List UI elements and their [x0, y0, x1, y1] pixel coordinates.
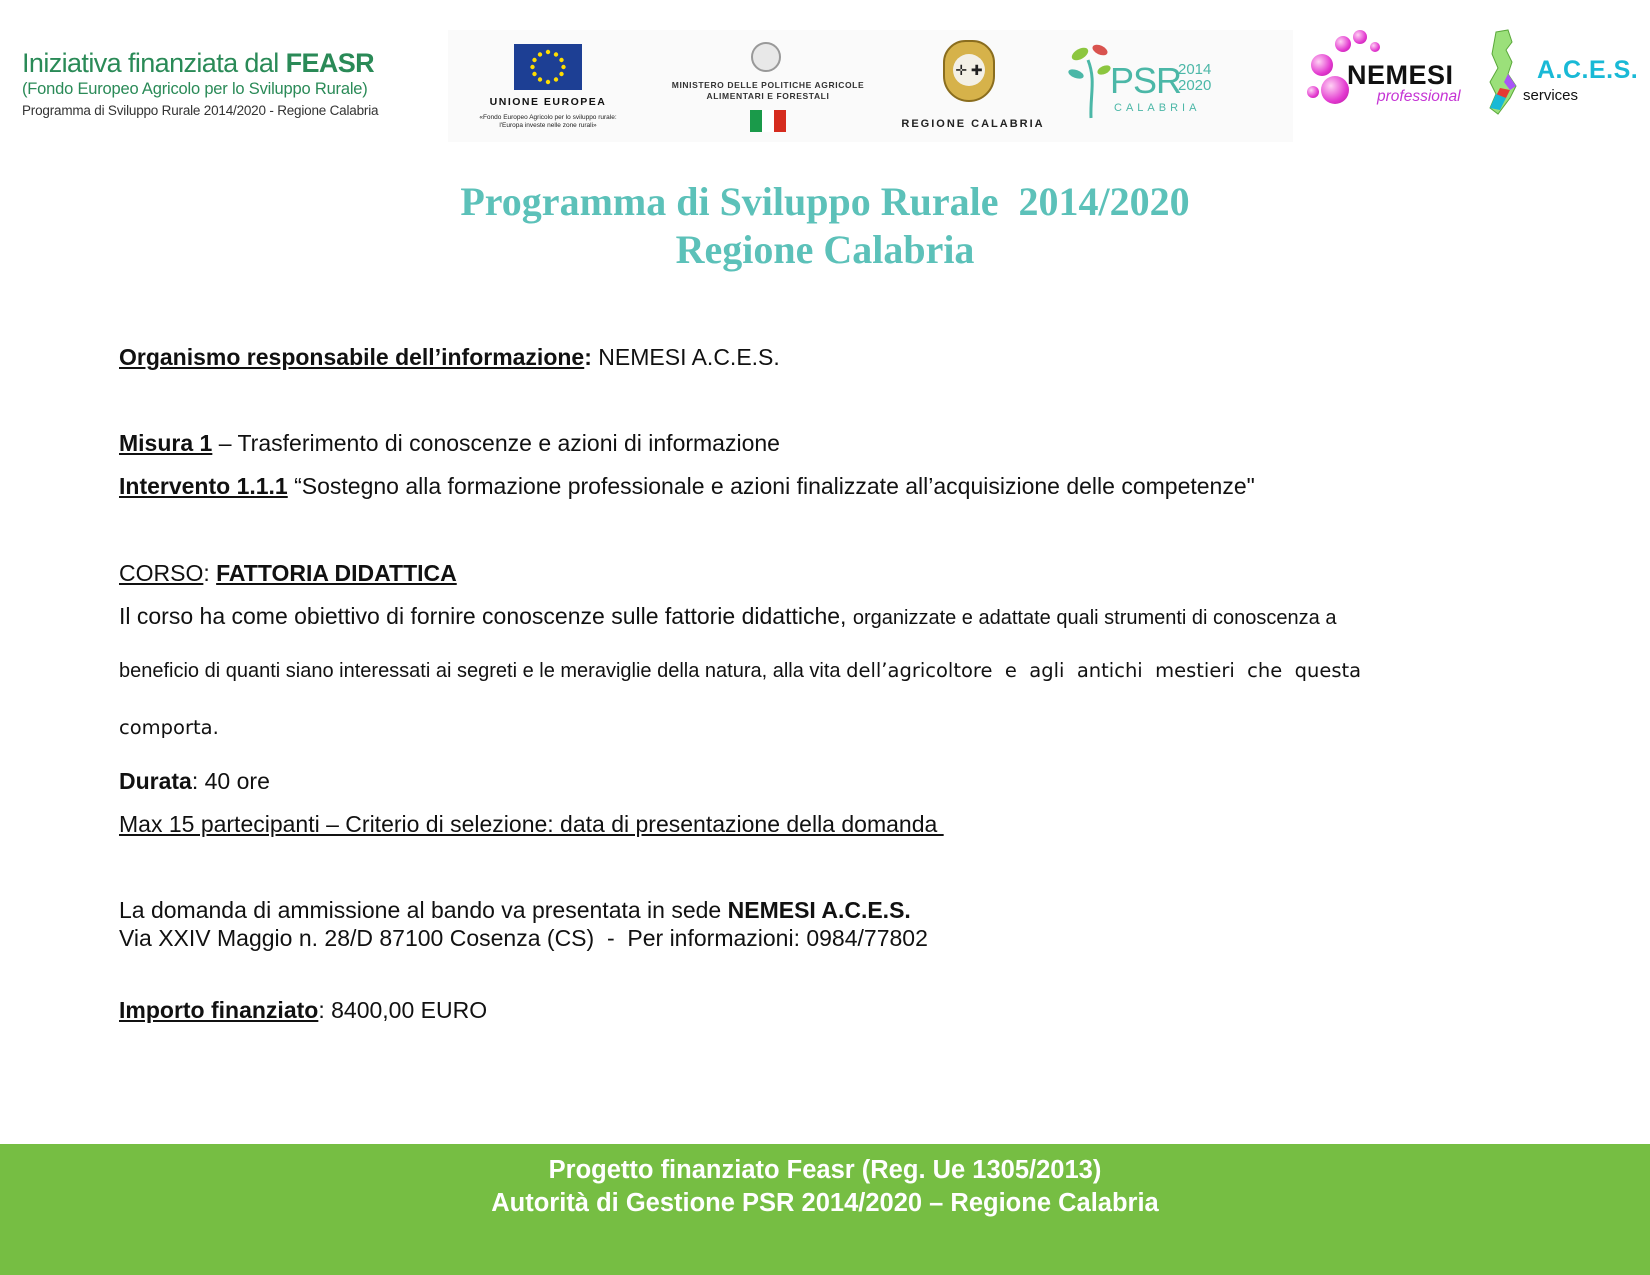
ministry-logo	[648, 30, 888, 142]
importo-line	[119, 997, 487, 1024]
nemesi-aces-logo	[1305, 28, 1645, 143]
organismo-value: NEMESI A.C.E.S.	[591, 344, 780, 370]
ministry-line1: MINISTERO DELLE POLITICHE AGRICOLE	[671, 80, 865, 90]
feasr-logo	[22, 48, 412, 118]
durata-line	[119, 768, 270, 795]
descrizione-line1	[119, 603, 1336, 630]
feasr-subtitle: (Fondo Europeo Agricolo per lo Sviluppo Rurale)	[22, 80, 368, 98]
psr-years	[1178, 62, 1211, 94]
region-caption: REGIONE CALABRIA	[901, 118, 1045, 130]
organismo-label: Organismo responsabile dell’informazione	[119, 344, 585, 370]
page-title	[0, 178, 1650, 274]
misura-line	[119, 430, 780, 457]
corso-label: CORSO	[119, 560, 204, 586]
misura-label: Misura 1	[119, 430, 213, 456]
psr-year1: 2014	[1178, 61, 1212, 78]
calabria-map-icon	[1478, 28, 1538, 118]
durata-label: Durata	[119, 768, 192, 794]
footer-line2: Autorità di Gestione PSR 2014/2020 – Regione Calabria	[491, 1189, 1159, 1217]
feasr-title-emph: FEASR	[285, 48, 375, 78]
psr-year2: 2020	[1178, 77, 1212, 94]
feasr-program: Programma di Sviluppo Rurale 2014/2020 - Regione Calabria	[22, 103, 379, 118]
corso-line	[119, 560, 457, 587]
organismo-line	[119, 344, 780, 371]
descrizione-line2	[119, 659, 1361, 683]
italian-flag-icon	[750, 110, 786, 132]
organismo-colon: :	[584, 344, 592, 370]
corso-value: FATTORIA DIDATTICA	[216, 560, 457, 586]
nemesi-professional: professional	[1377, 88, 1461, 105]
psr-text: PSR	[1110, 60, 1182, 101]
eu-note	[448, 114, 648, 130]
psr-region: CALABRIA	[1114, 102, 1201, 114]
partecipanti-line: Max 15 partecipanti – Criterio di selezione: data di presentazione della domanda	[119, 811, 944, 837]
eu-note-line1: «Fondo Europeo Agricolo per lo sviluppo rurale:	[479, 114, 617, 121]
intervento-label: Intervento 1.1.1	[119, 473, 288, 499]
address-line: Via XXIV Maggio n. 28/D 87100 Cosenza (CS) - Per informazioni: 0984/77802	[119, 925, 928, 951]
descrizione-line3: comporta.	[119, 716, 219, 739]
bubble-icon	[1307, 86, 1319, 98]
regione-calabria-logo	[888, 30, 1058, 142]
eu-caption: UNIONE EUROPEA	[489, 96, 607, 108]
domanda-line	[119, 897, 911, 924]
sprout-icon	[1066, 40, 1116, 120]
intervento-value: “Sostegno alla formazione professionale e azioni finalizzate all’acquisizione delle competenze"	[287, 473, 1255, 499]
feasr-title	[22, 48, 412, 79]
bubble-icon	[1335, 36, 1351, 52]
ministry-line2: ALIMENTARI E FORESTALI	[706, 91, 830, 101]
descrizione-line2b: dell’agricoltore e agli antichi mestieri che questa	[846, 659, 1362, 682]
bubble-icon	[1321, 76, 1349, 104]
nemesi-services: services	[1523, 87, 1579, 104]
calabria-shield-icon: ✛ ✚	[943, 40, 995, 102]
footer-banner	[0, 1144, 1650, 1275]
title-line2: Regione Calabria	[675, 227, 975, 272]
nemesi-word: NEMESI	[1347, 60, 1454, 90]
title-line1: Programma di Sviluppo Rurale 2014/2020	[460, 179, 1190, 224]
intervento-line	[119, 473, 1255, 500]
ministry-name	[648, 80, 888, 102]
descrizione-part1: Il corso ha come obiettivo di fornire conoscenze sulle fattorie didattiche,	[119, 603, 853, 629]
feasr-title-prefix: Iniziativa finanziata dal	[22, 48, 286, 78]
importo-label: Importo finanziato	[119, 997, 319, 1023]
nemesi-aces: A.C.E.S.	[1537, 56, 1639, 84]
corso-colon: :	[203, 560, 210, 586]
domanda-org: NEMESI A.C.E.S.	[727, 897, 911, 923]
psr-logo	[1058, 30, 1233, 142]
italian-emblem-icon	[751, 42, 781, 72]
eu-logo	[448, 30, 648, 142]
durata-value: : 40 ore	[191, 768, 270, 794]
domanda-text: La domanda di ammissione al bando va presentata in sede	[119, 897, 728, 923]
importo-value: : 8400,00 EURO	[318, 997, 488, 1023]
logo-strip	[18, 28, 1638, 143]
partner-logos	[448, 30, 1293, 142]
footer-line1: Progetto finanziato Feasr (Reg. Ue 1305/2013)	[548, 1156, 1102, 1184]
bubble-icon	[1370, 42, 1380, 52]
eu-flag-icon	[514, 44, 582, 90]
eu-note-line2: l'Europa investe nelle zone rurali»	[499, 122, 597, 129]
descrizione-line2a: beneficio di quanti siano interessati ai segreti e le meraviglie della natura, alla vita	[119, 660, 847, 682]
bubble-icon	[1353, 30, 1367, 44]
misura-value: – Trasferimento di conoscenze e azioni di informazione	[212, 430, 780, 456]
bubble-icon	[1311, 54, 1333, 76]
descrizione-part2: organizzate e adattate quali strumenti di conoscenza a	[852, 607, 1337, 629]
